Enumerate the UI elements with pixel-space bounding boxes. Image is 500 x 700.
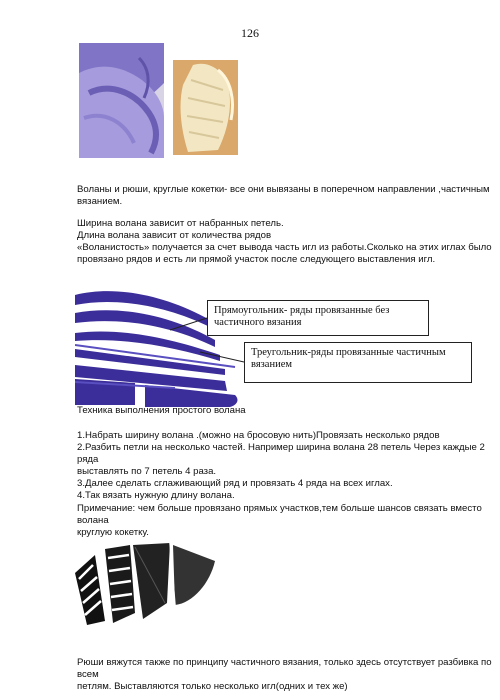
step-2-line-2: выставлять по 7 петель 4 раза. [77, 466, 217, 477]
ruffles-line-2: петлям. Выставляются только несколько игл(одних и тех же) [77, 681, 348, 692]
rule-width: Ширина волана зависит от набранных петель. [77, 218, 284, 229]
ruffles-line-1: Рюши вяжутся также по принципу частичного вязания, только здесь отсутствует разбивка по всем [77, 657, 492, 680]
ruffle-fan-diagram [75, 543, 225, 633]
callout-triangle-line-1: Треугольник-ряды провязанные частичным [251, 347, 446, 358]
ruffles-paragraph [77, 657, 497, 693]
diagram-caption: Техника выполнения простого волана [77, 405, 246, 416]
step-1: 1.Набрать ширину волана .(можно на бросовую нить)Провязать несколько рядов [77, 430, 440, 441]
rule-flare-2: провязано рядов и есть ли прямой участок после следующего выставления игл. [77, 254, 436, 265]
intro-line-1: Воланы и рюши, круглые кокетки- все они вывязаны в поперечном направлении ,частичным [77, 184, 490, 195]
rule-flare-1: «Воланистость» получается за счет вывода часть игл из работы.Сколько на этих иглах было [77, 242, 492, 253]
page-number: 126 [241, 26, 259, 40]
intro-line-2: вязанием. [77, 196, 123, 207]
step-3: 3.Далее сделать сглаживающий ряд и провязать 4 ряда на всех иглах. [77, 478, 393, 489]
note-line-1: Примечание: чем больше провязано прямых участков,тем больше шансов связать вместо волана [77, 503, 482, 526]
note-paragraph [77, 503, 497, 539]
callout-rectangle-line-1: Прямоугольник- ряды провязанные без [214, 305, 390, 316]
steps-list [77, 430, 497, 502]
step-2-line-1: 2.Разбить петли на несколько частей. Например ширина волана 28 петель Через каждые 2 ряда [77, 442, 485, 465]
callout-rectangle-line-2: частичного вязания [214, 317, 302, 328]
step-4: 4.Так вязать нужную длину волана. [77, 490, 235, 501]
callout-triangle-line-2: вязанием [251, 359, 293, 370]
note-line-2: круглую кокетку. [77, 527, 149, 538]
rule-length: Длина волана зависит от количества рядов [77, 230, 272, 241]
